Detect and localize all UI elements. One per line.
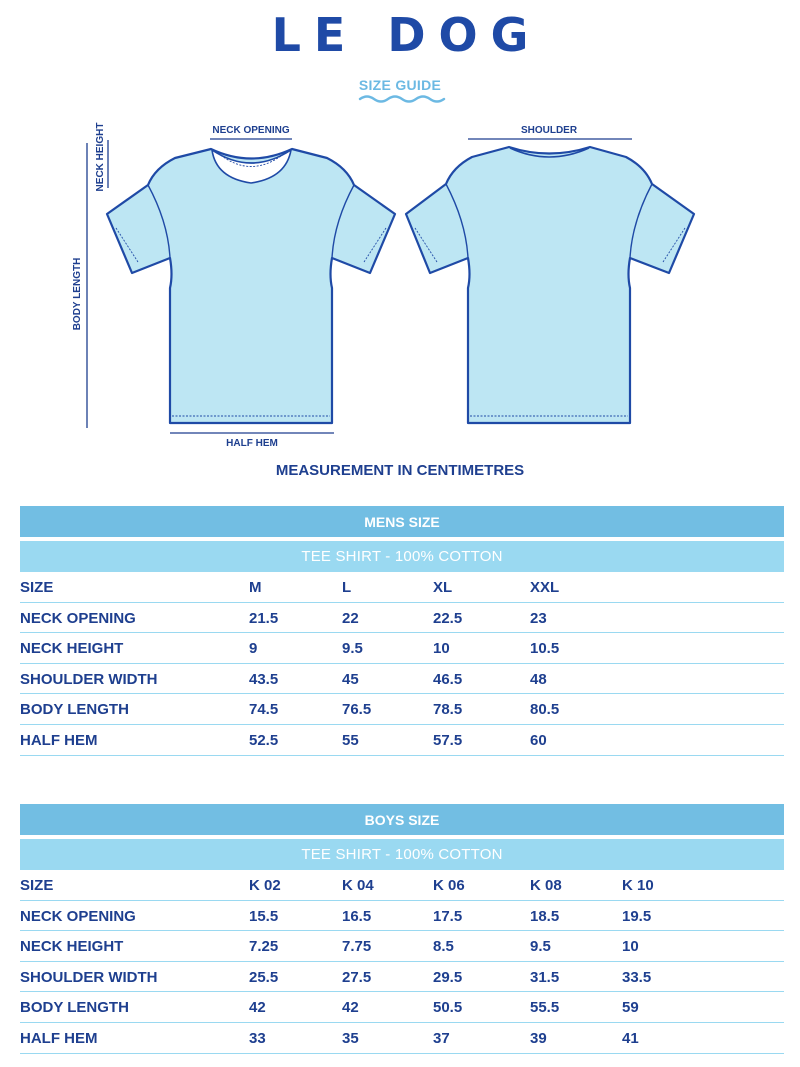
table-cell: 7.25 <box>249 938 279 956</box>
table-row <box>20 664 784 695</box>
row-label: NECK OPENING <box>20 609 136 627</box>
table-cell: 48 <box>530 670 547 688</box>
measurement-subtitle: MEASUREMENT IN CENTIMETRES <box>275 462 525 479</box>
table-cell: 21.5 <box>249 609 279 627</box>
tshirt-diagram <box>0 110 800 455</box>
table-cell: 19.5 <box>622 907 652 925</box>
table-cell: 27.5 <box>342 968 372 986</box>
table-cell: 10 <box>433 640 450 658</box>
table-cell: 74.5 <box>249 701 279 719</box>
table-cell: 39 <box>530 1029 547 1047</box>
table-cell: 46.5 <box>433 670 463 688</box>
column-header: XXL <box>530 579 560 596</box>
table-cell: 52.5 <box>249 731 279 749</box>
table-cell: 33.5 <box>622 968 652 986</box>
column-header: M <box>249 579 262 596</box>
table-cell: 8.5 <box>433 938 454 956</box>
table-cell: 43.5 <box>249 670 279 688</box>
table-cell: 33 <box>249 1029 266 1047</box>
mens-column-header-row <box>20 572 784 603</box>
table-row <box>20 603 784 634</box>
front-tshirt <box>107 149 395 423</box>
table-cell: 29.5 <box>433 968 463 986</box>
table-row <box>20 901 784 932</box>
row-label: NECK HEIGHT <box>20 640 124 658</box>
table-cell: 59 <box>622 999 639 1017</box>
table-cell: 80.5 <box>530 701 560 719</box>
table-row <box>20 931 784 962</box>
table-row <box>20 992 784 1023</box>
row-label: HALF HEM <box>20 1029 98 1047</box>
column-header: L <box>342 579 352 596</box>
table-cell: 57.5 <box>433 731 463 749</box>
brand-logo: LE DOG <box>271 8 542 62</box>
row-label: BODY LENGTH <box>20 999 129 1017</box>
table-cell: 78.5 <box>433 701 463 719</box>
mens-size-header: MENS SIZE <box>20 506 784 537</box>
boys-product-header: TEE SHIRT - 100% COTTON <box>20 839 784 870</box>
table-cell: 15.5 <box>249 907 279 925</box>
size-guide-title: SIZE GUIDE <box>358 77 442 93</box>
table-cell: 16.5 <box>342 907 372 925</box>
neck-opening-label: NECK OPENING <box>212 125 290 136</box>
table-cell: 10 <box>622 938 639 956</box>
body-length-label: BODY LENGTH <box>72 257 83 331</box>
column-header: K 06 <box>433 877 465 894</box>
table-cell: 9.5 <box>530 938 551 956</box>
table-cell: 76.5 <box>342 701 372 719</box>
column-header: SIZE <box>20 579 54 596</box>
table-cell: 42 <box>249 999 266 1017</box>
table-cell: 60 <box>530 731 547 749</box>
table-cell: 41 <box>622 1029 639 1047</box>
boys-size-table <box>20 804 784 1054</box>
row-label: HALF HEM <box>20 731 98 749</box>
table-cell: 18.5 <box>530 907 560 925</box>
neck-height-label: NECK HEIGHT <box>95 122 106 192</box>
row-label: NECK OPENING <box>20 907 136 925</box>
row-label: SHOULDER WIDTH <box>20 670 158 688</box>
wave-underline <box>358 93 448 103</box>
back-tshirt <box>406 147 694 423</box>
column-header: SIZE <box>20 877 54 894</box>
table-cell: 25.5 <box>249 968 279 986</box>
table-cell: 17.5 <box>433 907 463 925</box>
table-cell: 31.5 <box>530 968 560 986</box>
column-header: K 02 <box>249 877 281 894</box>
column-header: K 10 <box>622 877 654 894</box>
row-label: NECK HEIGHT <box>20 938 124 956</box>
mens-size-table <box>20 506 784 756</box>
table-cell: 37 <box>433 1029 450 1047</box>
column-header: XL <box>433 579 453 596</box>
table-cell: 50.5 <box>433 999 463 1017</box>
half-hem-label: HALF HEM <box>226 438 278 449</box>
table-cell: 9 <box>249 640 258 658</box>
table-cell: 22 <box>342 609 359 627</box>
table-cell: 9.5 <box>342 640 363 658</box>
shoulder-label: SHOULDER <box>520 125 578 136</box>
row-label: SHOULDER WIDTH <box>20 968 158 986</box>
boys-column-header-row <box>20 870 784 901</box>
table-cell: 23 <box>530 609 547 627</box>
table-cell: 55.5 <box>530 999 560 1017</box>
boys-size-header: BOYS SIZE <box>20 804 784 835</box>
table-row <box>20 633 784 664</box>
table-row <box>20 725 784 756</box>
table-cell: 7.75 <box>342 938 372 956</box>
column-header: K 04 <box>342 877 374 894</box>
mens-product-header: TEE SHIRT - 100% COTTON <box>20 541 784 572</box>
row-label: BODY LENGTH <box>20 701 129 719</box>
table-cell: 10.5 <box>530 640 560 658</box>
table-cell: 45 <box>342 670 359 688</box>
table-cell: 35 <box>342 1029 359 1047</box>
table-row <box>20 1023 784 1054</box>
table-cell: 42 <box>342 999 359 1017</box>
table-cell: 22.5 <box>433 609 463 627</box>
table-row <box>20 694 784 725</box>
table-cell: 55 <box>342 731 359 749</box>
column-header: K 08 <box>530 877 562 894</box>
table-row <box>20 962 784 993</box>
